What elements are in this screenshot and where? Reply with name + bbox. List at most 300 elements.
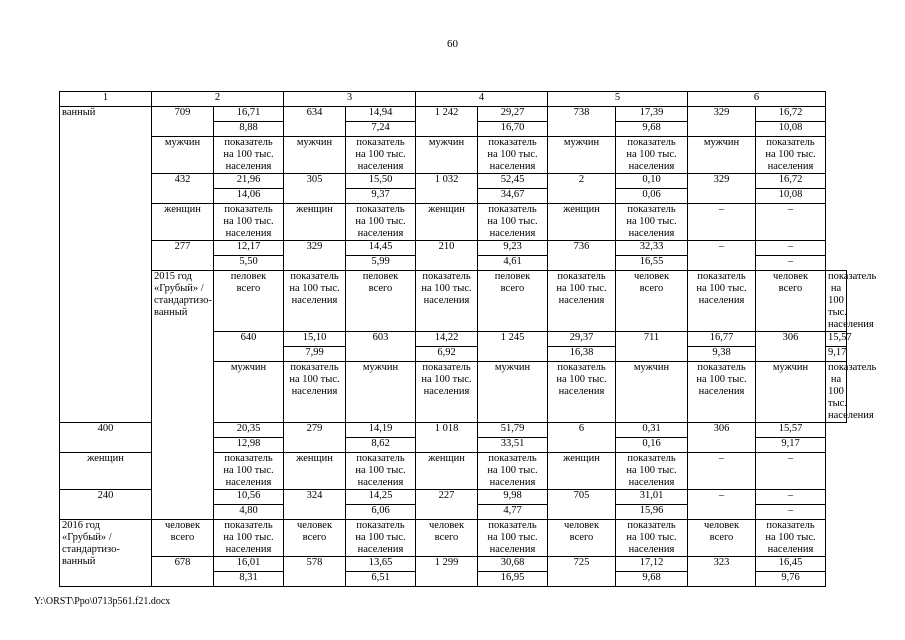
table-cell: 20,35 bbox=[214, 423, 284, 438]
indicator-line: показатель bbox=[488, 204, 537, 215]
table-cell: 9,17 bbox=[756, 438, 826, 453]
row-label-line: ванный bbox=[62, 556, 96, 567]
indicator-cell bbox=[346, 520, 416, 557]
table-cell bbox=[548, 122, 616, 137]
row-label-line: стандартизо- bbox=[154, 295, 212, 306]
header-col-3: 3 bbox=[284, 92, 416, 107]
table-cell: 15,57 bbox=[826, 332, 847, 347]
table-cell: 16,77 bbox=[688, 332, 756, 347]
table-cell: 210 bbox=[416, 241, 478, 256]
indicator-cell bbox=[616, 137, 688, 174]
table-cell: 0,31 bbox=[616, 423, 688, 438]
table-cell: 14,19 bbox=[346, 423, 416, 438]
indicator-line: показатель bbox=[627, 137, 676, 148]
table-cell: 432 bbox=[152, 174, 214, 189]
table-cell: 13,65 bbox=[346, 557, 416, 572]
table-cell: 279 bbox=[284, 423, 346, 438]
table-cell bbox=[284, 505, 346, 520]
table-cell: мужчин bbox=[756, 362, 826, 423]
indicator-cell bbox=[688, 271, 756, 332]
indicator-line: на 100 тыс. bbox=[487, 216, 538, 227]
table-cell bbox=[688, 256, 756, 271]
table-cell: 21,96 bbox=[214, 174, 284, 189]
indicator-line: населения bbox=[767, 544, 814, 555]
indicator-line: показатель bbox=[766, 520, 815, 531]
indicator-cell bbox=[284, 362, 346, 423]
table-cell: 306 bbox=[688, 423, 756, 438]
indicator-line: показатель bbox=[627, 453, 676, 464]
label-line: человек bbox=[428, 520, 465, 531]
table-cell bbox=[152, 189, 214, 204]
table-cell bbox=[756, 271, 826, 332]
indicator-line: на 100 тыс. bbox=[487, 465, 538, 476]
table-cell bbox=[214, 271, 284, 332]
table-cell: 15,96 bbox=[616, 505, 688, 520]
header-col-1: 1 bbox=[60, 92, 152, 107]
indicator-line: на 100 тыс. bbox=[765, 532, 816, 543]
label-line: человек bbox=[703, 520, 740, 531]
indicator-cell bbox=[416, 271, 478, 332]
table-cell bbox=[152, 122, 214, 137]
table-cell: 736 bbox=[548, 241, 616, 256]
table-cell bbox=[416, 505, 478, 520]
table-cell: 14,22 bbox=[416, 332, 478, 347]
table-cell: 2 bbox=[548, 174, 616, 189]
indicator-line: на 100 тыс. bbox=[626, 532, 677, 543]
label-line: человек bbox=[772, 271, 809, 282]
indicator-line: показатель bbox=[766, 137, 815, 148]
table-cell: 15,57 bbox=[756, 423, 826, 438]
indicator-line: населения bbox=[291, 295, 338, 306]
table-cell bbox=[548, 438, 616, 453]
indicator-line: населения bbox=[828, 410, 874, 421]
table-cell: женщин bbox=[548, 204, 616, 241]
table-cell bbox=[478, 347, 548, 362]
table-cell: мужчин bbox=[688, 137, 756, 174]
indicator-cell bbox=[616, 204, 688, 241]
indicator-line: населения bbox=[558, 386, 605, 397]
indicator-line: показатель bbox=[422, 271, 471, 282]
label-line: пеловек bbox=[230, 271, 267, 282]
table-cell bbox=[284, 520, 346, 557]
table-row bbox=[60, 241, 847, 256]
table-cell: 52,45 bbox=[478, 174, 548, 189]
indicator-cell bbox=[284, 271, 346, 332]
label-line: всего bbox=[236, 283, 261, 294]
indicator-cell bbox=[346, 137, 416, 174]
table-cell: 400 bbox=[60, 423, 152, 438]
table-cell: женщин bbox=[60, 453, 152, 490]
indicator-line: показатель bbox=[356, 204, 405, 215]
indicator-line: показатель bbox=[627, 520, 676, 531]
table-cell: – bbox=[688, 453, 756, 490]
indicator-line: показатель bbox=[356, 137, 405, 148]
table-cell: 30,68 bbox=[478, 557, 548, 572]
table-cell: 14,25 bbox=[346, 490, 416, 505]
indicator-line: показатель bbox=[828, 362, 877, 373]
indicator-line: показатель bbox=[627, 204, 676, 215]
table-cell: 9,38 bbox=[688, 347, 756, 362]
table-cell bbox=[416, 520, 478, 557]
table-cell: 8,31 bbox=[214, 572, 284, 587]
indicator-line: населения bbox=[291, 386, 338, 397]
indicator-cell bbox=[346, 453, 416, 490]
table-cell: 31,01 bbox=[616, 490, 688, 505]
table-cell bbox=[416, 256, 478, 271]
indicator-line: показатель bbox=[488, 520, 537, 531]
indicator-line: на 100 тыс. bbox=[355, 149, 406, 160]
table-cell: 640 bbox=[214, 332, 284, 347]
indicator-line: населения bbox=[767, 161, 814, 172]
table-cell bbox=[688, 189, 756, 204]
table-cell: 0,16 bbox=[616, 438, 688, 453]
table-cell: 16,45 bbox=[756, 557, 826, 572]
indicator-line: показатель bbox=[557, 362, 606, 373]
table-cell: 1 032 bbox=[416, 174, 478, 189]
table-cell bbox=[548, 505, 616, 520]
table-cell: 705 bbox=[548, 490, 616, 505]
indicator-line: населения bbox=[628, 477, 675, 488]
table-cell: 16,38 bbox=[548, 347, 616, 362]
table-cell: 324 bbox=[284, 490, 346, 505]
table-cell: 678 bbox=[152, 557, 214, 572]
table-cell: мужчин bbox=[346, 362, 416, 423]
indicator-cell bbox=[346, 204, 416, 241]
table-cell: 329 bbox=[688, 174, 756, 189]
indicator-line: населения bbox=[423, 386, 470, 397]
table-cell: 12,98 bbox=[214, 438, 284, 453]
indicator-line: населения bbox=[357, 477, 404, 488]
table-cell: 5,99 bbox=[346, 256, 416, 271]
table-cell: – bbox=[688, 490, 756, 505]
table-cell: 306 bbox=[756, 332, 826, 347]
label-line: всего bbox=[709, 532, 734, 543]
indicator-cell bbox=[548, 362, 616, 423]
indicator-line: показатель bbox=[290, 362, 339, 373]
table-cell: женщин bbox=[416, 453, 478, 490]
indicator-cell bbox=[214, 453, 284, 490]
table-cell: 4,77 bbox=[478, 505, 548, 520]
table-cell: 15,10 bbox=[284, 332, 346, 347]
table-cell: 4,80 bbox=[214, 505, 284, 520]
table-cell: 6,06 bbox=[346, 505, 416, 520]
table-cell: 5,50 bbox=[214, 256, 284, 271]
table-cell bbox=[60, 438, 152, 453]
indicator-line: на 100 тыс. bbox=[696, 283, 747, 294]
table-cell: 29,37 bbox=[548, 332, 616, 347]
label-line: всего bbox=[778, 283, 803, 294]
indicator-line: на 100 тыс. bbox=[626, 465, 677, 476]
table-cell bbox=[284, 189, 346, 204]
indicator-line: показатель bbox=[356, 453, 405, 464]
indicator-line: на 100 тыс. bbox=[421, 374, 472, 385]
indicator-line: показатель bbox=[488, 453, 537, 464]
indicator-line: на 100 тыс. bbox=[355, 216, 406, 227]
header-col-5: 5 bbox=[548, 92, 688, 107]
indicator-line: населения bbox=[357, 228, 404, 239]
table-cell: 329 bbox=[284, 241, 346, 256]
table-cell: мужчин bbox=[416, 137, 478, 174]
indicator-line: населения bbox=[225, 477, 272, 488]
indicator-cell bbox=[478, 204, 548, 241]
table-cell bbox=[152, 520, 214, 557]
table-cell bbox=[346, 271, 416, 332]
table-cell: – bbox=[756, 490, 826, 505]
label-line: всего bbox=[639, 283, 664, 294]
indicator-line: населения bbox=[489, 544, 536, 555]
header-row bbox=[60, 92, 847, 107]
table-row bbox=[60, 122, 847, 137]
table-cell bbox=[688, 122, 756, 137]
table-cell bbox=[478, 271, 548, 332]
indicator-cell bbox=[214, 137, 284, 174]
indicator-line: показатель bbox=[828, 271, 877, 282]
table-cell: 634 bbox=[284, 107, 346, 122]
table-cell bbox=[284, 256, 346, 271]
table-cell: – bbox=[756, 204, 826, 241]
table-cell: 240 bbox=[60, 490, 152, 505]
row-label bbox=[60, 520, 152, 587]
indicator-line: показатель bbox=[290, 271, 339, 282]
table-cell: 329 bbox=[688, 107, 756, 122]
indicator-line: на 100 тыс. bbox=[223, 465, 274, 476]
label-line: пеловек bbox=[494, 271, 531, 282]
indicator-cell bbox=[616, 453, 688, 490]
table-cell: 14,45 bbox=[346, 241, 416, 256]
label-line: всего bbox=[302, 532, 327, 543]
indicator-line: населения bbox=[489, 228, 536, 239]
table-cell: 16,95 bbox=[478, 572, 548, 587]
label-line: всего bbox=[569, 532, 594, 543]
table-cell: 10,56 bbox=[214, 490, 284, 505]
table-row bbox=[60, 189, 847, 204]
table-cell: 277 bbox=[152, 241, 214, 256]
table-cell: 17,12 bbox=[616, 557, 688, 572]
table-cell: 8,62 bbox=[346, 438, 416, 453]
indicator-line: населения bbox=[489, 477, 536, 488]
indicator-line: на 100 тыс. bbox=[421, 283, 472, 294]
table-cell: мужчин bbox=[548, 137, 616, 174]
table-cell: 9,23 bbox=[478, 241, 548, 256]
indicator-cell bbox=[688, 362, 756, 423]
table-cell bbox=[688, 572, 756, 587]
table-cell: 17,39 bbox=[616, 107, 688, 122]
table-cell: 603 bbox=[346, 332, 416, 347]
table-cell bbox=[416, 572, 478, 587]
table-cell: 9,76 bbox=[756, 572, 826, 587]
table-cell: 0,10 bbox=[616, 174, 688, 189]
table-cell: 227 bbox=[416, 490, 478, 505]
table-cell: 7,99 bbox=[284, 347, 346, 362]
table-cell: 9,68 bbox=[616, 122, 688, 137]
page-number: 60 bbox=[447, 38, 458, 50]
table-cell: 578 bbox=[284, 557, 346, 572]
table-cell: мужчин bbox=[616, 362, 688, 423]
table-cell: 709 bbox=[152, 107, 214, 122]
indicator-line: населения bbox=[628, 161, 675, 172]
table-cell bbox=[688, 505, 756, 520]
label-line: человек bbox=[296, 520, 333, 531]
table-cell bbox=[60, 505, 152, 520]
label-line: человек bbox=[164, 520, 201, 531]
table-row bbox=[60, 256, 847, 271]
table-cell: 711 bbox=[616, 332, 688, 347]
indicator-line: на 100 тыс. bbox=[556, 374, 607, 385]
indicator-line: населения bbox=[628, 544, 675, 555]
indicator-line: на 100 тыс. bbox=[696, 374, 747, 385]
table-cell bbox=[214, 347, 284, 362]
indicator-line: показатель bbox=[224, 453, 273, 464]
row-label-line: 2016 год bbox=[62, 520, 100, 531]
indicator-cell bbox=[478, 520, 548, 557]
indicator-line: населения bbox=[423, 295, 470, 306]
table-cell: 8,88 bbox=[214, 122, 284, 137]
footer-file-path: Y:\ORST\Ppo\0713p561.f21.docx bbox=[34, 596, 171, 607]
indicator-line: населения bbox=[558, 295, 605, 306]
table-cell: 4,61 bbox=[478, 256, 548, 271]
table-cell: женщин bbox=[284, 204, 346, 241]
table-cell: 16,55 bbox=[616, 256, 688, 271]
indicator-cell bbox=[826, 271, 877, 332]
label-line: человек bbox=[633, 271, 670, 282]
table-cell: мужчин bbox=[478, 362, 548, 423]
table-cell: женщин bbox=[416, 204, 478, 241]
table-cell bbox=[616, 347, 688, 362]
row-label-line: 2015 год bbox=[154, 271, 192, 282]
table-cell bbox=[346, 347, 416, 362]
table-cell bbox=[756, 347, 826, 362]
indicator-line: населения bbox=[698, 386, 745, 397]
indicator-line: населения bbox=[828, 319, 874, 330]
table-cell bbox=[548, 572, 616, 587]
table-cell bbox=[416, 438, 478, 453]
table-cell: 16,72 bbox=[756, 174, 826, 189]
indicator-line: на 100 тыс. bbox=[487, 149, 538, 160]
table-cell: 7,24 bbox=[346, 122, 416, 137]
indicator-line: населения bbox=[225, 228, 272, 239]
indicator-line: населения bbox=[357, 544, 404, 555]
indicator-cell bbox=[478, 453, 548, 490]
indicator-line: показатель bbox=[697, 271, 746, 282]
label-line: пеловек bbox=[362, 271, 399, 282]
table-cell: 14,94 bbox=[346, 107, 416, 122]
table-cell: 34,67 bbox=[478, 189, 548, 204]
table-cell: 0,06 bbox=[616, 189, 688, 204]
indicator-cell bbox=[756, 520, 826, 557]
indicator-line: на 100 тыс. bbox=[765, 149, 816, 160]
indicator-line: показатель bbox=[557, 271, 606, 282]
indicator-line: на 100 тыс. bbox=[828, 374, 847, 409]
table-cell: – bbox=[756, 241, 826, 256]
table-cell: 9,17 bbox=[826, 347, 847, 362]
table-cell: – bbox=[688, 241, 756, 256]
table-cell: 323 bbox=[688, 557, 756, 572]
indicator-line: на 100 тыс. bbox=[223, 216, 274, 227]
table-cell: 10,08 bbox=[756, 189, 826, 204]
table-cell: 1 242 bbox=[416, 107, 478, 122]
indicator-line: на 100 тыс. bbox=[828, 283, 847, 318]
table-cell: 1 245 bbox=[478, 332, 548, 347]
table-cell bbox=[616, 271, 688, 332]
table-cell: женщин bbox=[152, 204, 214, 241]
indicator-line: показатель bbox=[224, 204, 273, 215]
indicator-line: населения bbox=[357, 161, 404, 172]
table-cell bbox=[152, 572, 214, 587]
table-cell: 33,51 bbox=[478, 438, 548, 453]
table-cell: – bbox=[688, 204, 756, 241]
indicator-line: на 100 тыс. bbox=[626, 216, 677, 227]
table-cell: – bbox=[756, 453, 826, 490]
row-label bbox=[152, 271, 214, 520]
table-row bbox=[60, 557, 847, 572]
table-cell: 14,06 bbox=[214, 189, 284, 204]
table-cell: 16,72 bbox=[756, 107, 826, 122]
indicator-line: на 100 тыс. bbox=[289, 374, 340, 385]
table-cell: – bbox=[756, 505, 826, 520]
row-label-text: ванный bbox=[62, 107, 96, 118]
table-cell: 9,68 bbox=[616, 572, 688, 587]
table-cell: 16,70 bbox=[478, 122, 548, 137]
table-cell: 738 bbox=[548, 107, 616, 122]
indicator-cell bbox=[756, 137, 826, 174]
statistics-table bbox=[59, 91, 877, 587]
indicator-line: на 100 тыс. bbox=[223, 149, 274, 160]
table-row bbox=[60, 520, 847, 557]
table-cell: 305 bbox=[284, 174, 346, 189]
table-cell: 9,98 bbox=[478, 490, 548, 505]
indicator-line: показатель bbox=[488, 137, 537, 148]
table-cell: 32,33 bbox=[616, 241, 688, 256]
table-cell bbox=[688, 438, 756, 453]
table-cell: мужчин bbox=[284, 137, 346, 174]
table-cell bbox=[416, 122, 478, 137]
row-label-line: «Грубый» / bbox=[154, 283, 204, 294]
table-cell: 51,79 bbox=[478, 423, 548, 438]
indicator-line: показатель bbox=[224, 137, 273, 148]
table-cell: 1 018 bbox=[416, 423, 478, 438]
indicator-line: населения bbox=[225, 544, 272, 555]
table-row bbox=[60, 137, 847, 174]
table-cell: женщин bbox=[548, 453, 616, 490]
table-cell bbox=[284, 438, 346, 453]
indicator-line: показатель bbox=[422, 362, 471, 373]
table-cell: 16,71 bbox=[214, 107, 284, 122]
indicator-cell bbox=[214, 520, 284, 557]
indicator-line: на 100 тыс. bbox=[355, 465, 406, 476]
table-cell bbox=[284, 572, 346, 587]
indicator-cell bbox=[826, 362, 877, 423]
table-cell bbox=[548, 520, 616, 557]
table-cell: 9,37 bbox=[346, 189, 416, 204]
indicator-line: на 100 тыс. bbox=[289, 283, 340, 294]
indicator-line: на 100 тыс. bbox=[487, 532, 538, 543]
table-cell bbox=[152, 256, 214, 271]
table-cell bbox=[416, 189, 478, 204]
indicator-line: населения bbox=[225, 161, 272, 172]
table-row bbox=[60, 174, 847, 189]
indicator-cell bbox=[416, 362, 478, 423]
table-cell bbox=[548, 256, 616, 271]
label-line: всего bbox=[500, 283, 525, 294]
indicator-line: показатель bbox=[697, 362, 746, 373]
table-cell: – bbox=[756, 256, 826, 271]
table-cell: 15,50 bbox=[346, 174, 416, 189]
header-col-4: 4 bbox=[416, 92, 548, 107]
row-label-line: «Грубый» / bbox=[62, 532, 112, 543]
indicator-line: населения bbox=[628, 228, 675, 239]
indicator-cell bbox=[548, 271, 616, 332]
table-cell: 6,92 bbox=[416, 347, 478, 362]
